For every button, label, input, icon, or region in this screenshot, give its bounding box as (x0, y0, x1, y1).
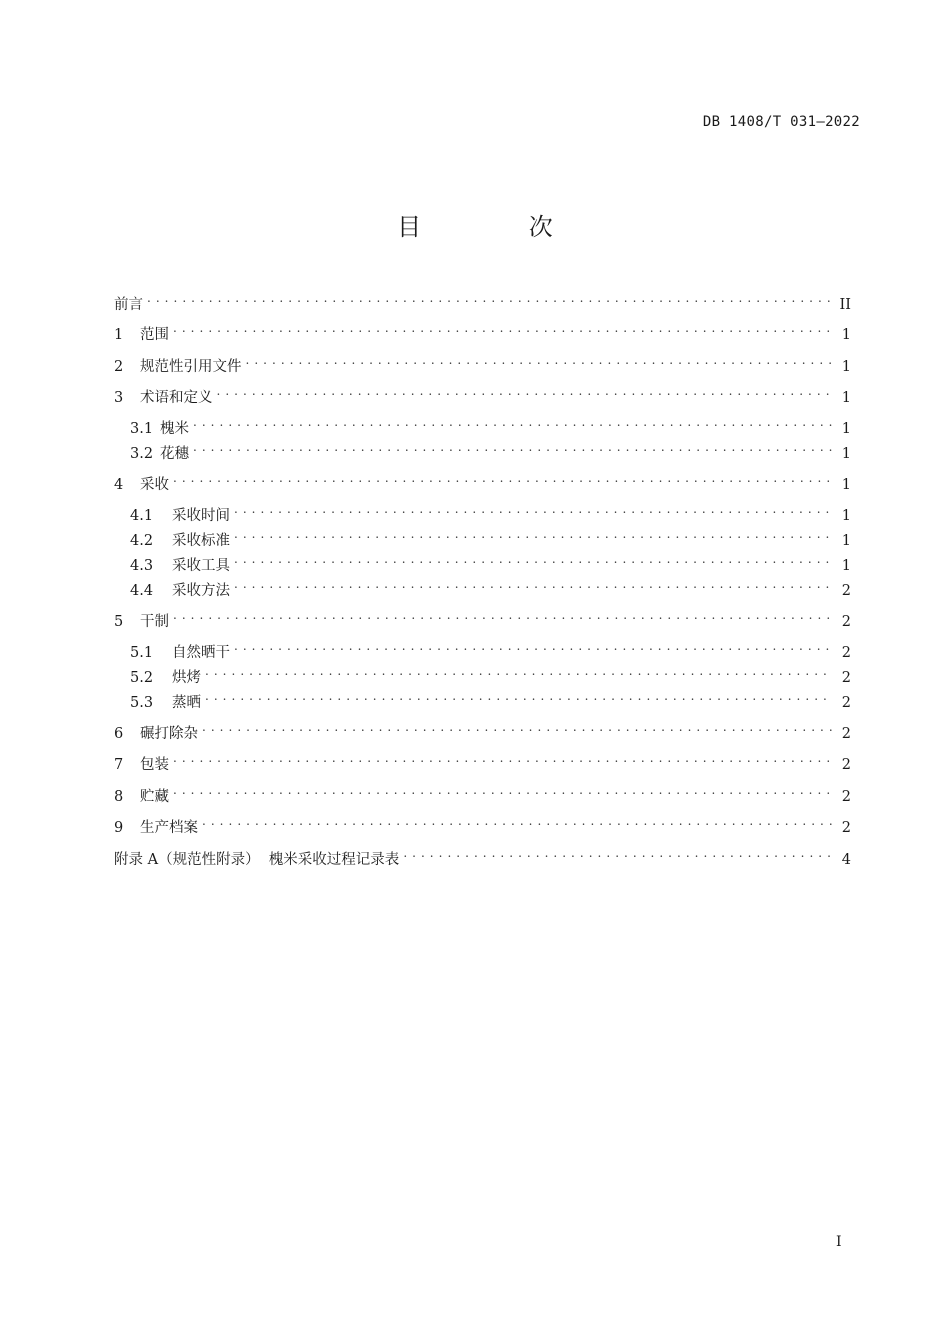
toc-leader-dots (173, 467, 833, 489)
toc-entry-3-1[interactable] (130, 411, 851, 437)
toc-entry-1[interactable] (114, 317, 851, 343)
page-number: I (836, 1234, 842, 1250)
toc-entry-number: 5.1 (130, 645, 154, 661)
toc-entry-label: 范围 (140, 327, 169, 343)
toc-leader-dots (147, 287, 832, 309)
toc-entry-3[interactable] (114, 380, 851, 406)
page-title: 目 次 (397, 213, 603, 241)
toc-entry-number: 4 (114, 477, 124, 493)
toc-leader-dots (217, 380, 834, 402)
toc-entry-page: 2 (841, 583, 851, 599)
toc-entry-4-1[interactable] (130, 498, 851, 524)
toc-leader-dots (234, 548, 833, 570)
toc-entry-label: 采收时间 (172, 508, 230, 524)
toc-entry-label: 贮藏 (140, 789, 169, 805)
toc-entry-label: 干制 (140, 614, 169, 630)
toc-entry-5-2[interactable] (130, 660, 851, 686)
toc-entry-number: 5.2 (130, 670, 154, 686)
toc-entry-label: 采收方法 (172, 583, 230, 599)
toc-entry-number: 9 (114, 820, 124, 836)
toc-entry-label: 附录 A（规范性附录） 槐米采收过程记录表 (114, 852, 400, 868)
toc-entry-label: 术语和定义 (140, 390, 213, 406)
toc-entry-8[interactable] (114, 779, 851, 805)
toc-leader-dots (193, 436, 833, 458)
toc-entry-page: 1 (841, 327, 851, 343)
toc-entry-number: 4.1 (130, 508, 154, 524)
toc-entry-4[interactable] (114, 467, 851, 493)
toc-entry-4-2[interactable] (130, 523, 851, 549)
toc-entry-label: 自然晒干 (172, 645, 230, 661)
toc-entry-number: 4.4 (130, 583, 154, 599)
toc-entry-number: 1 (114, 327, 124, 343)
toc-entry-page: 1 (841, 558, 851, 574)
toc-entry-label: 槐米 (160, 421, 189, 437)
toc-entry-foreword[interactable] (114, 287, 851, 313)
toc-entry-number: 3.2 (130, 446, 154, 462)
document-code: DB 1408/T 031—2022 (702, 114, 860, 130)
toc-leader-dots (202, 716, 833, 738)
toc-entry-number: 3.1 (130, 421, 154, 437)
toc-entry-page: II (839, 297, 851, 313)
toc-entry-3-2[interactable] (130, 436, 851, 462)
toc-leader-dots (403, 842, 833, 864)
toc-entry-label: 花穗 (160, 446, 189, 462)
toc-entry-number: 5 (114, 614, 124, 630)
toc-leader-dots (234, 498, 833, 520)
toc-entry-page: 1 (841, 533, 851, 549)
toc-leader-dots (173, 779, 833, 801)
toc-entry-label: 采收 (140, 477, 169, 493)
toc-entry-page: 1 (841, 421, 851, 437)
toc-entry-number: 7 (114, 757, 124, 773)
toc-entry-number: 2 (114, 359, 124, 375)
toc-entry-page: 2 (841, 820, 851, 836)
toc-entry-number: 6 (114, 726, 124, 742)
toc-entry-page: 1 (841, 508, 851, 524)
toc-entry-appendix-a[interactable] (114, 842, 851, 868)
toc-entry-page: 2 (841, 757, 851, 773)
toc-entry-number: 4.2 (130, 533, 154, 549)
toc-entry-6[interactable] (114, 716, 851, 742)
toc-entry-label: 蒸晒 (172, 695, 201, 711)
toc-entry-label: 前言 (114, 297, 143, 313)
toc-entry-number: 5.3 (130, 695, 154, 711)
toc-leader-dots (173, 747, 833, 769)
toc-leader-dots (234, 573, 833, 595)
toc-entry-9[interactable] (114, 810, 851, 836)
toc-leader-dots (234, 523, 833, 545)
toc-entry-5-1[interactable] (130, 635, 851, 661)
toc-leader-dots (202, 810, 833, 832)
toc-entry-page: 2 (841, 789, 851, 805)
toc-entry-page: 1 (841, 359, 851, 375)
toc-entry-page: 2 (841, 695, 851, 711)
toc-entry-page: 4 (841, 852, 851, 868)
toc-leader-dots (193, 411, 833, 433)
toc-entry-4-3[interactable] (130, 548, 851, 574)
toc-entry-number: 8 (114, 789, 124, 805)
toc-leader-dots (205, 660, 833, 682)
toc-entry-label: 生产档案 (140, 820, 198, 836)
toc-entry-label: 包装 (140, 757, 169, 773)
toc-entry-5[interactable] (114, 604, 851, 630)
toc-entry-number: 4.3 (130, 558, 154, 574)
toc-leader-dots (234, 635, 833, 657)
toc-entry-label: 烘烤 (172, 670, 201, 686)
toc-entry-page: 1 (841, 477, 851, 493)
toc-entry-label: 采收工具 (172, 558, 230, 574)
toc-entry-label: 采收标准 (172, 533, 230, 549)
toc-entry-page: 1 (841, 446, 851, 462)
toc-entry-7[interactable] (114, 747, 851, 773)
toc-entry-page: 2 (841, 614, 851, 630)
toc-entry-2[interactable] (114, 349, 851, 375)
toc-entry-page: 1 (841, 390, 851, 406)
toc-entry-page: 2 (841, 645, 851, 661)
toc-leader-dots (205, 685, 833, 707)
toc-entry-4-4[interactable] (130, 573, 851, 599)
toc-leader-dots (173, 317, 833, 339)
toc-entry-number: 3 (114, 390, 124, 406)
toc-entry-page: 2 (841, 726, 851, 742)
toc-entry-label: 规范性引用文件 (140, 359, 242, 375)
toc-entry-5-3[interactable] (130, 685, 851, 711)
toc-entry-page: 2 (841, 670, 851, 686)
toc-leader-dots (173, 604, 833, 626)
toc-entry-label: 碾打除杂 (140, 726, 198, 742)
toc-leader-dots (246, 349, 834, 371)
